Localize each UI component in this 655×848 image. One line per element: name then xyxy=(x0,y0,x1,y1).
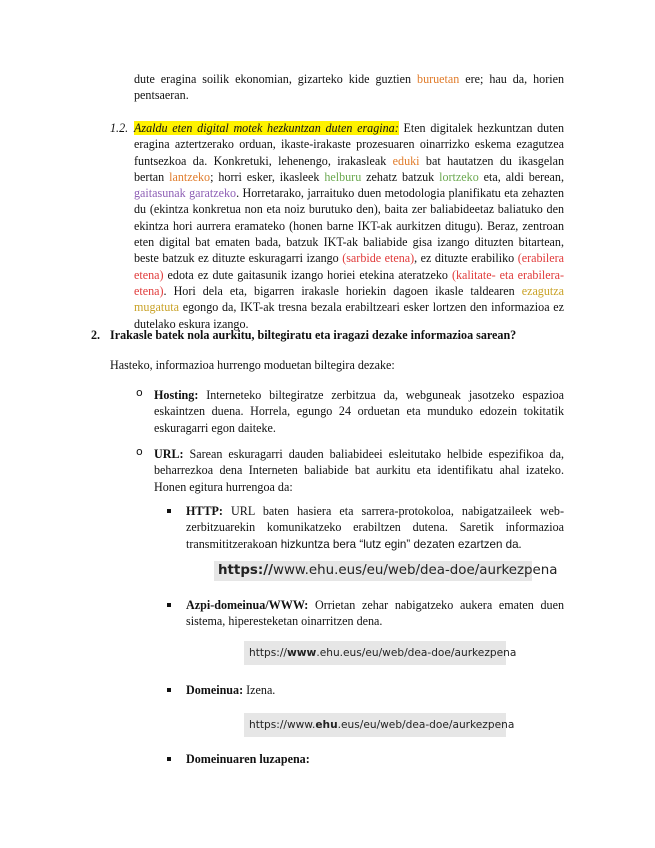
intro-text-1: dute eragina soilik ekonomian, gizarteko kide guztien xyxy=(134,72,418,86)
section-2-intro: Hasteko, informazioa hurrengo moduetan biltegira dezake: xyxy=(110,358,395,372)
domeinua-text: Izena. xyxy=(243,683,276,697)
hosting-item xyxy=(154,387,564,436)
http-example-url xyxy=(214,561,558,581)
azpi-square-bullet xyxy=(167,603,171,607)
azpi-item xyxy=(186,597,564,630)
domeinua-square-bullet xyxy=(167,688,171,692)
section-1-2-text: bat hautatzen du ikasgelan bertan xyxy=(134,153,564,184)
term-lantzeko: lantzeko xyxy=(169,169,211,184)
term-sarbide-etena: (sarbide etena) xyxy=(342,251,415,266)
hosting-bullet: o xyxy=(136,386,143,399)
section-1-2-text: ; horri esker, ikasleek xyxy=(210,169,325,184)
section-1-2-number: 1.2. xyxy=(110,121,129,135)
azpi-text: Orrietan zehar nabigatzeko aukera ematen duen sistema, hiperesteketan oinarritzen dena. xyxy=(186,598,564,629)
azpi-example-url xyxy=(244,641,517,665)
domeinua-example-url xyxy=(244,713,515,737)
url-bold-www: www xyxy=(286,647,317,659)
domeinua-item xyxy=(186,682,564,698)
http-text: URL baten hasiera eta sarrera-protokoloa, nabigatzaileek web-zerbitzuarekin komunikatzeko erabiltzen dutena. Saretik informazioa transmititzerako xyxy=(186,504,564,551)
url-item xyxy=(154,446,564,495)
http-item xyxy=(186,503,564,553)
url-part: https://www. xyxy=(249,719,316,731)
domeinua-term: Domeinua: xyxy=(186,683,244,697)
http-term: HTTP: xyxy=(186,504,223,518)
url-protocol-bold: https:// xyxy=(218,563,274,578)
section-1-2-text: , ez dituzte erabiliko xyxy=(414,251,518,266)
http-text-end: . xyxy=(518,536,522,551)
azpi-term: Azpi-domeinua/WWW: xyxy=(186,598,309,612)
url-bold-ehu: ehu xyxy=(315,719,338,731)
section-2-number: 2. xyxy=(91,328,101,342)
term-erabilera-etena: (erabilera etena) xyxy=(134,251,565,282)
term-eduki: eduki xyxy=(392,153,420,168)
section-1-2-text: Eten digitalek hezkuntzan duten eragina aztertzerako orduan, ikaste-irakaste prozesuaren oinarrizko eskema ezagutzea funtsezkoa da. Konkretuki, lehenengo, irakasleak xyxy=(134,121,564,168)
section-1-2-text: egongo da, IKT-ak tresna bezala erabiltzeari esker lortzen den informazioa ez dutelako eskura izango. xyxy=(134,300,564,331)
term-helburu: helburu xyxy=(324,169,362,184)
url-rest: www.ehu.eus/eu/web/dea-doe/aurkezpena xyxy=(273,563,558,578)
intro-paragraph xyxy=(134,71,564,104)
section-1-2-text: . Horretarako, jarraituko duen metodologia planifikatu eta zehazten du (ekintza konkretua non eta noiz burutuko den), baita zer baliabideetaz baliatuko den ekintza hori aurrera eramateko (honen barne IKT-ak aurkitzen ditugu). Beraz, zentroan eten digital bat ematen bada, batzuk IKT-ak baliabide gisa izango dituzten bitartean, beste batzuk ez dituzte eskuragarri izango xyxy=(134,186,564,266)
section-1-2-text: . Hori dela eta, bigarren irakasle horiekin dagoen ikasle taldearen xyxy=(163,283,522,298)
url-part: .ehu.eus/eu/web/dea-doe/aurkezpena xyxy=(316,647,517,659)
term-gaitasunak: gaitasunak garatzeko xyxy=(134,186,237,201)
term-ezagutza-mugatuta: ezagutza mugatuta xyxy=(134,283,564,315)
intro-text-2: ere; hau da, horien pentsaeran. xyxy=(134,72,564,103)
highlight-buruetan: buruetan xyxy=(417,72,460,86)
hosting-text: Interneteko biltegiratze zerbitzua da, webguneak jasotzeko espazioa eskaintzen duena. Horrela, egungo 24 orduetan eta munduko edozein tokitatik eskuragarri egon daiteke. xyxy=(154,388,564,435)
term-kalitate-etena: (kalitate- eta erabilera-etena) xyxy=(134,267,564,298)
hosting-term: Hosting: xyxy=(154,388,199,402)
url-bullet: o xyxy=(136,445,143,458)
section-1-2-text: zehatz batzuk xyxy=(361,169,440,184)
section-1-2-text: eta, aldi berean, xyxy=(478,169,564,184)
url-part: .eus/eu/web/dea-doe/aurkezpena xyxy=(337,719,515,731)
http-square-bullet xyxy=(167,509,171,513)
luzapena-term: Domeinuaren luzapena: xyxy=(186,752,310,766)
http-text-sans: an hizkuntza bera “lutz egin” dezaten ezartzen da xyxy=(264,537,519,551)
section-1-2-heading: Azaldu eten digital motek hezkuntzan duten eragina: xyxy=(134,121,399,135)
luzapena-item xyxy=(186,751,564,767)
url-term: URL: xyxy=(154,447,184,461)
section-2-heading: Irakasle batek nola aurkitu, biltegiratu eta iragazi dezake informazioa sarean? xyxy=(110,328,517,342)
section-1-2-text: edota ez dute gaitasunik izango horiei etekina ateratzeko xyxy=(163,267,452,282)
url-text: Sarean eskuragarri dauden baliabideei esleitutako helbide espezifikoa da, beharrezkoa dena Interneten baliabide bat aurkitu eta identifikatu ahal izateko. Honen egitura hurrengoa da: xyxy=(154,447,564,494)
term-lortzeko: lortzeko xyxy=(439,169,479,184)
url-part: https:// xyxy=(249,647,287,659)
luzapena-square-bullet xyxy=(167,757,171,761)
section-1-2-paragraph xyxy=(134,120,564,332)
